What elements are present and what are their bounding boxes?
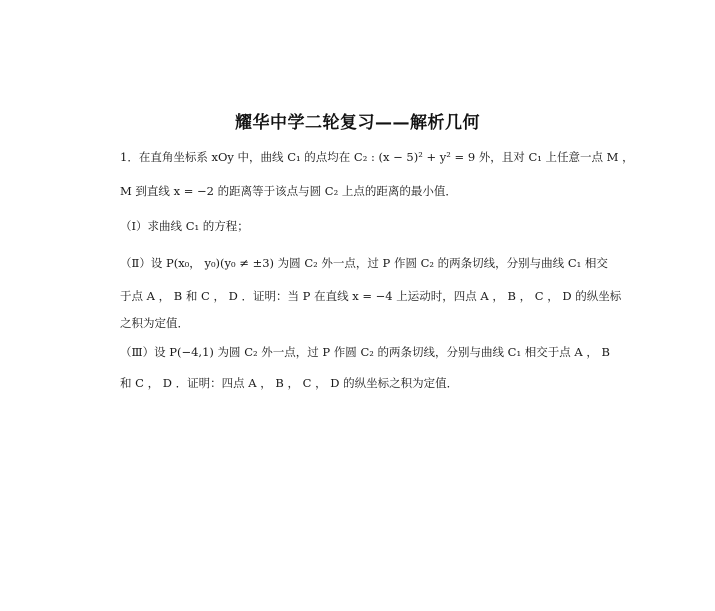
- problem-part-3-line-2: 和 C ， D ．证明：四点 A ， B ， C ， D 的纵坐标之积为定值．: [120, 376, 459, 390]
- problem-part-2-line-2: 于点 A ， B 和 C ， D ．证明：当 P 在直线 x = −4 上运动时，四点 A ， B ， C ， D 的纵坐标: [120, 289, 622, 303]
- problem-line-2: M 到直线 x = −2 的距离等于该点与圆 C₂ 上点的距离的最小值．: [120, 184, 457, 198]
- problem-part-3-line-1: （Ⅲ）设 P(−4,1) 为圆 C₂ 外一点，过 P 作圆 C₂ 的两条切线，分别与曲线 C₁ 相交于点 A ， B: [120, 345, 610, 359]
- problem-part-2-line-3: 之积为定值．: [120, 316, 189, 330]
- problem-part-1: （Ⅰ）求曲线 C₁ 的方程；: [120, 219, 249, 233]
- problem-line-1: 1．在直角坐标系 xOy 中，曲线 C₁ 的点均在 C₂ : (x − 5)² + y² = 9 外，且对 C₁ 上任意一点 M ，: [120, 150, 634, 164]
- problem-part-2-line-1: （Ⅱ）设 P(x₀， y₀)(y₀ ≠ ±3) 为圆 C₂ 外一点，过 P 作圆 C₂ 的两条切线，分别与曲线 C₁ 相交: [120, 256, 608, 270]
- document-title: 耀华中学二轮复习——解析几何: [235, 113, 480, 133]
